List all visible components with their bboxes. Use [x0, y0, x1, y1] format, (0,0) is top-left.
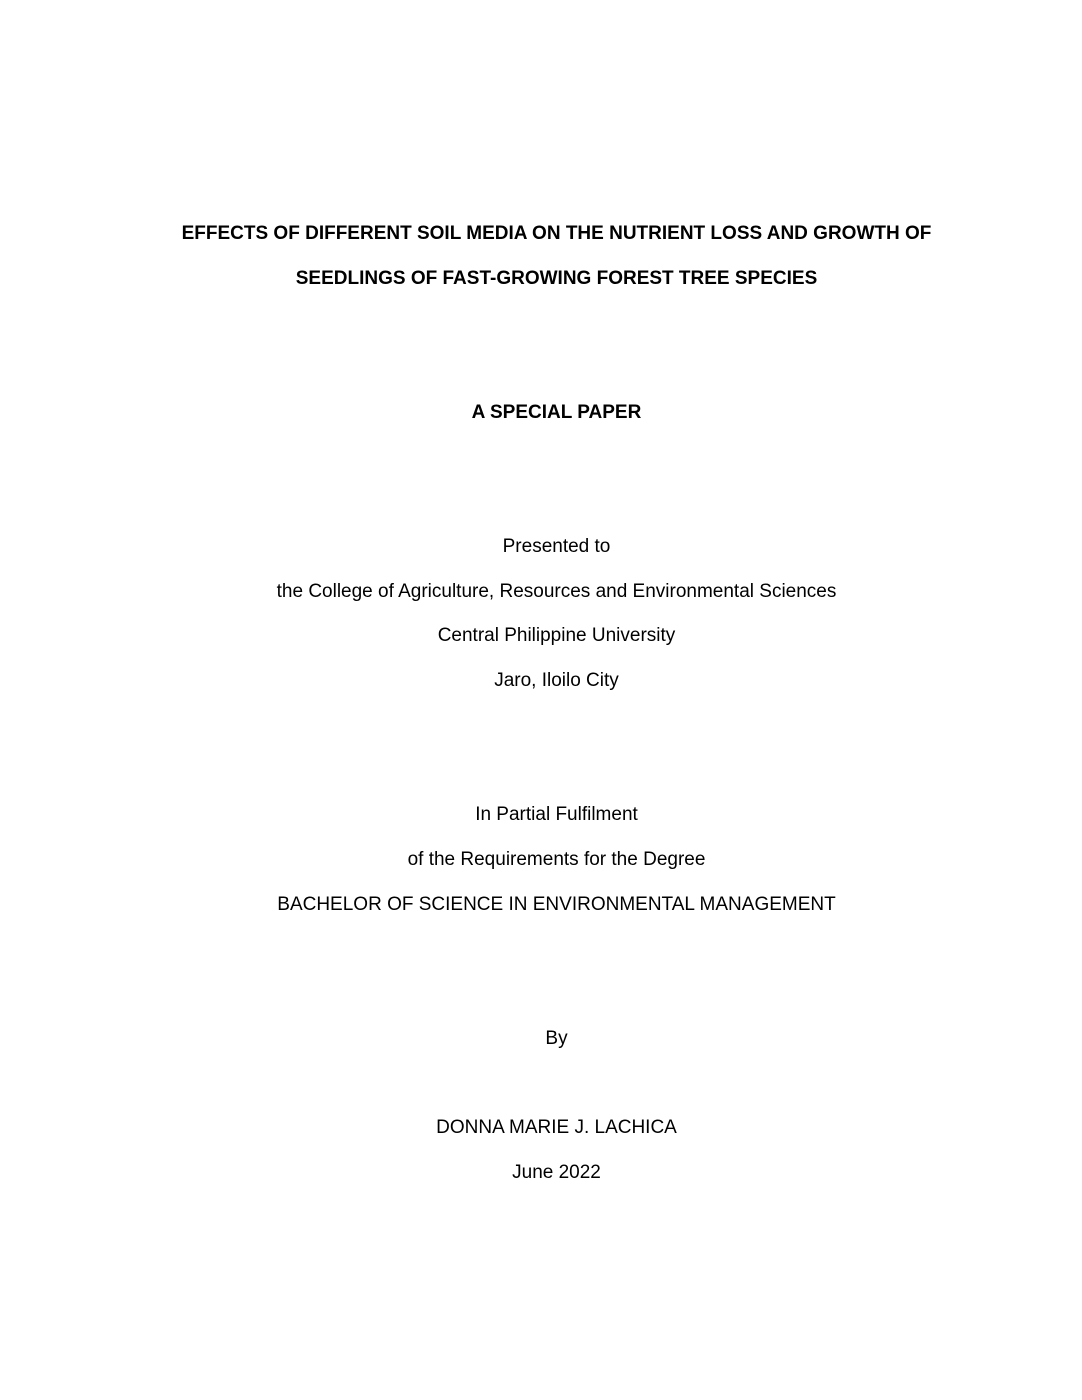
- presented-to: Presented to: [502, 536, 611, 557]
- title-line-1: EFFECTS OF DIFFERENT SOIL MEDIA ON THE NUTRIENT LOSS AND GROWTH OF: [181, 223, 932, 244]
- submission-date: June 2022: [512, 1162, 601, 1183]
- paper-type: A SPECIAL PAPER: [471, 402, 642, 423]
- degree-name: BACHELOR OF SCIENCE IN ENVIRONMENTAL MANAGEMENT: [277, 894, 836, 915]
- title-line-2: SEEDLINGS OF FAST-GROWING FOREST TREE SPECIES: [295, 268, 818, 289]
- fulfilment-line-2: of the Requirements for the Degree: [407, 849, 706, 870]
- by-label: By: [545, 1028, 568, 1049]
- university-name: Central Philippine University: [437, 625, 676, 646]
- university-location: Jaro, Iloilo City: [494, 670, 619, 691]
- fulfilment-line-1: In Partial Fulfilment: [475, 804, 638, 825]
- college-name: the College of Agriculture, Resources and Environmental Sciences: [276, 581, 837, 602]
- author-name: DONNA MARIE J. LACHICA: [436, 1117, 677, 1138]
